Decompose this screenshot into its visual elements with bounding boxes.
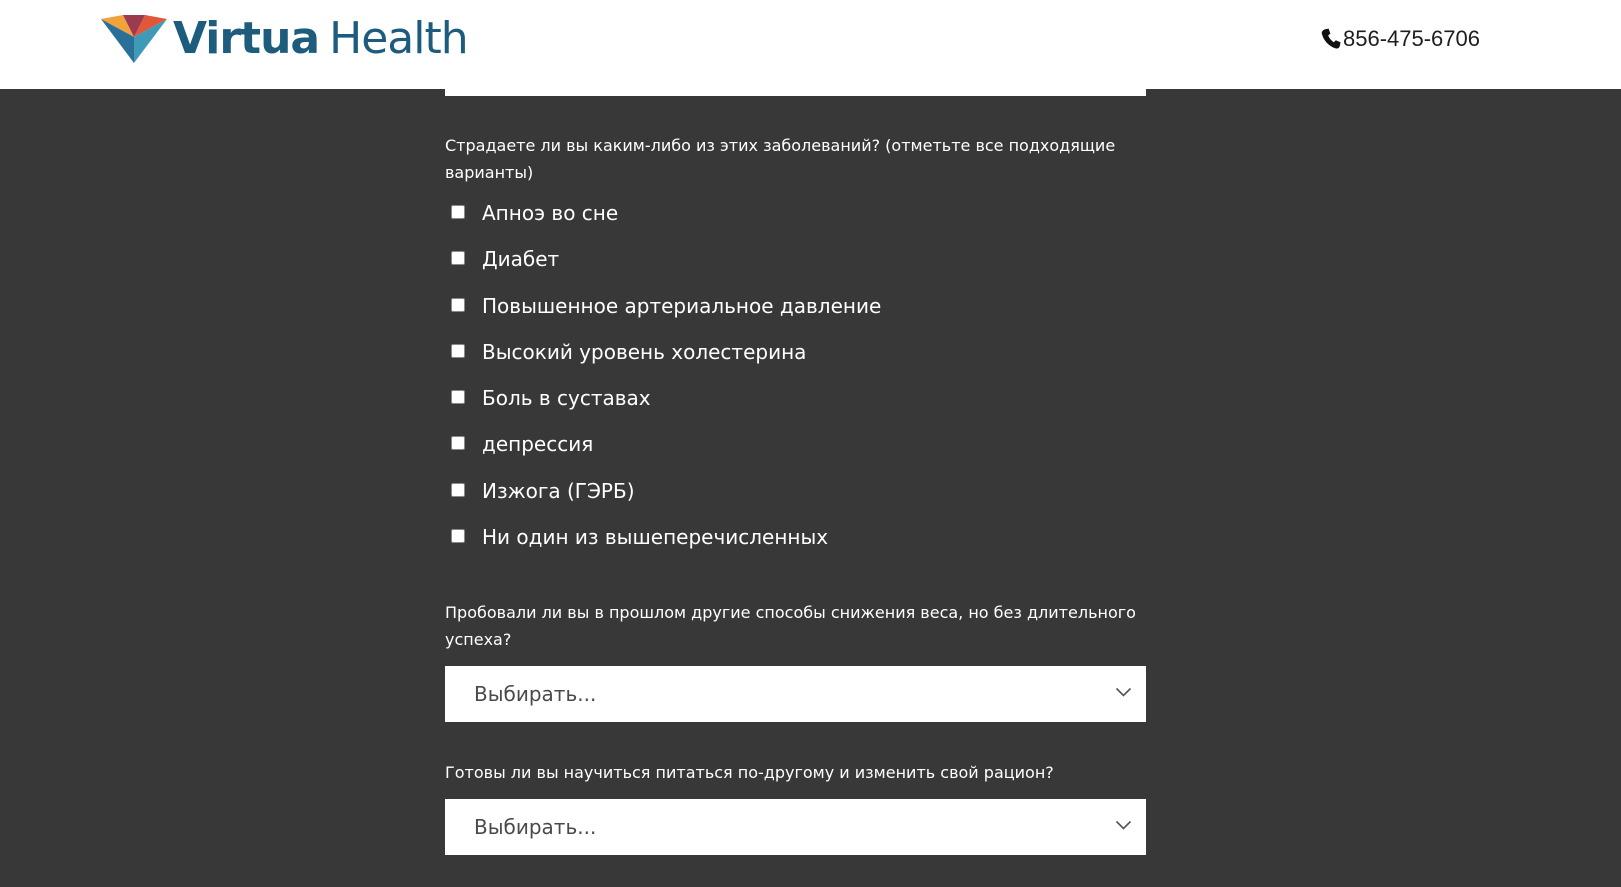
chevron-down-icon — [1115, 686, 1132, 698]
condition-sleep-apnea-label[interactable]: Апноэ во сне — [482, 201, 619, 225]
condition-heartburn — [445, 479, 881, 525]
condition-none-checkbox[interactable] — [451, 529, 465, 543]
brand-secondary: Health — [329, 13, 468, 64]
condition-sleep-apnea — [445, 201, 881, 247]
site-header — [0, 0, 1621, 89]
condition-joint-pain-checkbox[interactable] — [451, 390, 465, 404]
condition-depression — [445, 432, 881, 478]
condition-joint-pain — [445, 386, 881, 432]
condition-heartburn-checkbox[interactable] — [451, 483, 465, 497]
condition-diabetes-checkbox[interactable] — [451, 251, 465, 265]
diet-change-select-value: Выбирать... — [474, 815, 597, 839]
condition-high-blood-pressure-label[interactable]: Повышенное артериальное давление — [482, 293, 882, 318]
diet-change-select[interactable] — [445, 799, 1146, 855]
virtua-health-logo[interactable] — [101, 12, 468, 66]
condition-depression-checkbox[interactable] — [451, 436, 465, 450]
condition-none-label[interactable]: Ни один из вышеперечисленных — [482, 525, 829, 550]
condition-none — [445, 525, 881, 571]
phone-icon — [1321, 28, 1341, 50]
condition-high-blood-pressure — [445, 294, 881, 340]
brand-primary: Virtua — [173, 13, 320, 64]
conditions-checklist — [445, 201, 881, 571]
condition-sleep-apnea-checkbox[interactable] — [451, 205, 465, 219]
conditions-question: Страдаете ли вы каким-либо из этих заболеваний? (отметьте все подходящие варианты) — [445, 136, 1116, 182]
diet-change-question: Готовы ли вы научиться питаться по-другому и изменить свой рацион? — [445, 763, 1054, 782]
chevron-down-icon — [1115, 819, 1132, 831]
condition-depression-label[interactable]: депрессия — [482, 432, 594, 457]
condition-high-cholesterol-checkbox[interactable] — [451, 344, 465, 358]
past-attempts-question: Пробовали ли вы в прошлом другие способы снижения веса, но без длительного успеха? — [445, 603, 1136, 649]
condition-diabetes — [445, 247, 881, 293]
past-attempts-select-value: Выбирать... — [474, 682, 597, 706]
phone-number: 856-475-6706 — [1342, 26, 1480, 51]
phone-link[interactable] — [1321, 26, 1480, 52]
past-attempts-select[interactable] — [445, 666, 1146, 722]
condition-high-cholesterol — [445, 340, 881, 386]
condition-diabetes-label[interactable]: Диабет — [482, 247, 560, 272]
condition-high-cholesterol-label[interactable]: Высокий уровень холестерина — [482, 339, 807, 364]
condition-heartburn-label[interactable]: Изжога (ГЭРБ) — [482, 478, 635, 503]
condition-joint-pain-label[interactable]: Боль в суставах — [482, 386, 651, 411]
condition-high-blood-pressure-checkbox[interactable] — [451, 298, 465, 312]
brand-wordmark — [173, 12, 468, 66]
virtua-logo-icon — [101, 15, 167, 63]
